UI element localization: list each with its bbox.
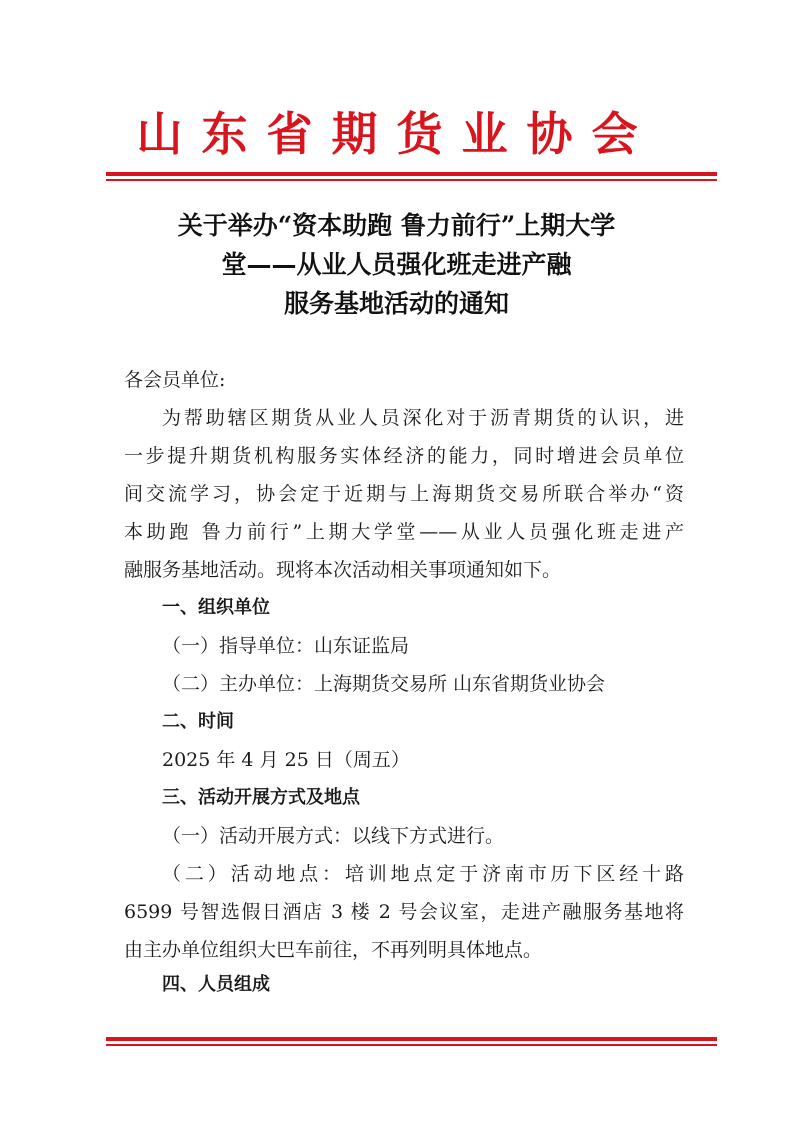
intro-line-2: 一步提升期货机构服务实体经济的能力，同时增进会员单位 bbox=[124, 445, 684, 467]
intro-line-3: 间交流学习，协会定于近期与上海期货交易所联合举办“资 bbox=[124, 483, 684, 505]
header-rule-thick bbox=[106, 172, 717, 176]
section-2-heading: 二、时间 bbox=[162, 711, 234, 732]
title-line-1: 关于举办“资本助跑 鲁力前行”上期大学 bbox=[177, 211, 616, 240]
document-title bbox=[110, 206, 683, 323]
footer-rule-thin bbox=[106, 1044, 717, 1046]
footer-rule-thick bbox=[106, 1037, 717, 1041]
section-1-item-1: （一）指导单位：山东证监局 bbox=[162, 635, 410, 657]
section-3-item-2-line-3: 由主办单位组织大巴车前往，不再列明具体地点。 bbox=[124, 939, 543, 961]
section-4-heading: 四、人员组成 bbox=[162, 974, 270, 995]
header-rule-thin bbox=[106, 179, 717, 181]
section-1-item-2: （二）主办单位：上海期货交易所 山东省期货业协会 bbox=[162, 673, 606, 695]
section-3-heading: 三、活动开展方式及地点 bbox=[162, 787, 360, 808]
title-line-3: 服务基地活动的通知 bbox=[283, 289, 509, 318]
section-3-item-2-line-2: 6599 号智选假日酒店 3 楼 2 号会议室，走进产融服务基地将 bbox=[124, 901, 684, 923]
org-name-header: 山东省期货业协会 bbox=[136, 107, 657, 161]
salutation: 各会员单位: bbox=[124, 369, 226, 391]
intro-line-4: 本助跑 鲁力前行”上期大学堂——从业人员强化班走进产 bbox=[124, 521, 684, 543]
intro-line-5: 融服务基地活动。现将本次活动相关事项通知如下。 bbox=[124, 559, 562, 581]
section-1-heading: 一、组织单位 bbox=[162, 597, 270, 618]
title-line-2: 堂——从业人员强化班走进产融 bbox=[221, 250, 572, 279]
intro-line-1: 为帮助辖区期货从业人员深化对于沥青期货的认识，进 bbox=[162, 407, 684, 429]
section-2-date: 2025 年 4 月 25 日（周五） bbox=[162, 749, 410, 771]
section-3-item-1: （一）活动开展方式：以线下方式进行。 bbox=[162, 825, 505, 847]
section-3-item-2-line-1: （二）活动地点：培训地点定于济南市历下区经十路 bbox=[162, 863, 684, 885]
